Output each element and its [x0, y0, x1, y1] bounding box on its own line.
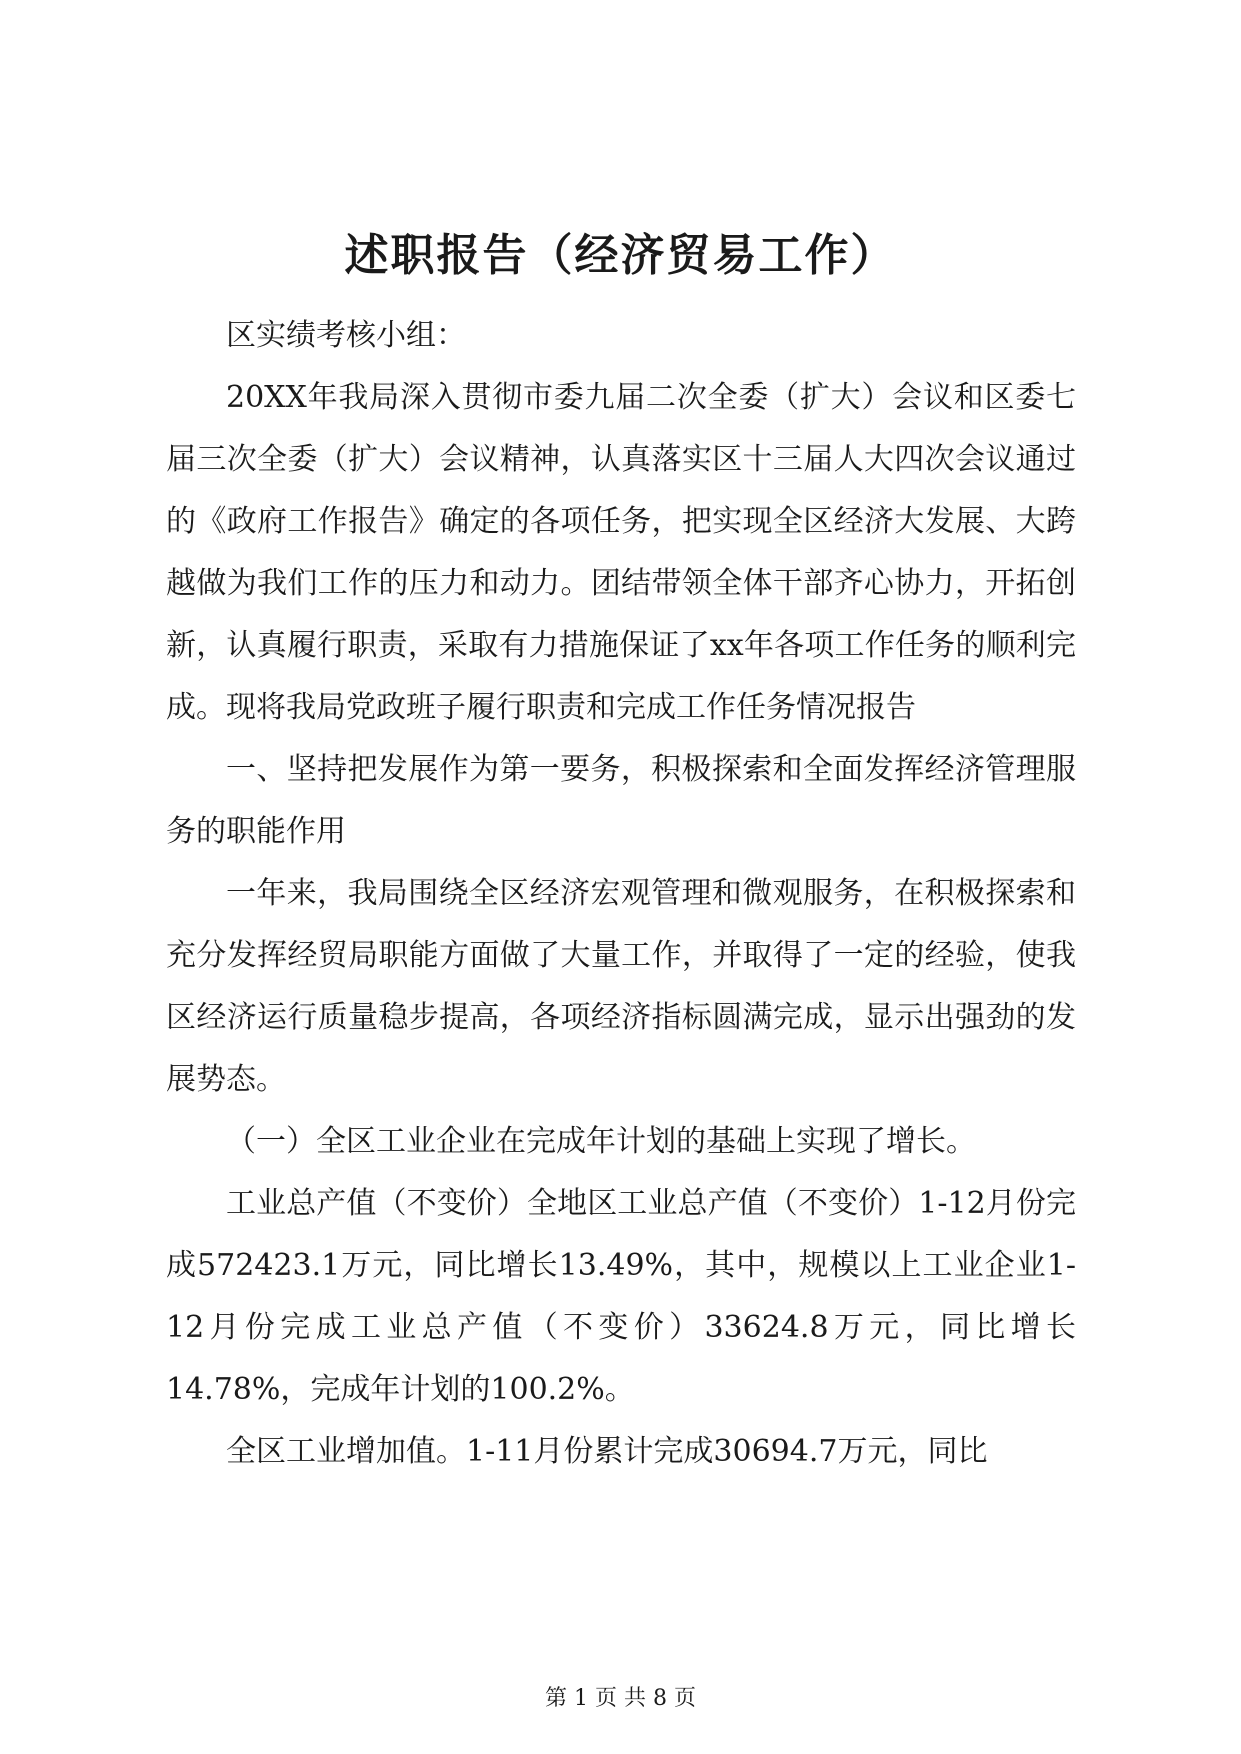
paragraph-intro: 20XX年我局深入贯彻市委九届二次全委（扩大）会议和区委七届三次全委（扩大）会议精神，认真落实区十三届人大四次会议通过的《政府工作报告》确定的各项任务，把实现全区经济大发展、大跨越做为我们工作的压力和动力。团结带领全体干部齐心协力，开拓创新，认真履行职责，采取有力措施保证了xx年各项工作任务的顺利完成。现将我局党政班子履行职责和完成工作任务情况报告	[166, 380, 1076, 725]
paragraph-added-value: 全区工业增加值。1-11月份累计完成30694.7万元，同比	[226, 1434, 988, 1469]
paragraph-overview: 一年来，我局围绕全区经济宏观管理和微观服务，在积极探索和充分发挥经贸局职能方面做了大量工作，并取得了一定的经验，使我区经济运行质量稳步提高，各项经济指标圆满完成，显示出强劲的发展势态。	[166, 876, 1076, 1097]
section-heading-1: 一、坚持把发展作为第一要务，积极探索和全面发挥经济管理服务的职能作用	[166, 752, 1076, 849]
page-number-footer: 第 1 页 共 8 页	[545, 1686, 696, 1711]
paragraph-output-value: 工业总产值（不变价）全地区工业总产值（不变价）1-12月份完成572423.1万元，同比增长13.49%，其中，规模以上工业企业1-12月份完成工业总产值（不变价）33624.8万元，同比增长14.78%，完成年计划的100.2%。	[166, 1186, 1076, 1407]
document-title: 述职报告（经济贸易工作）	[344, 230, 897, 281]
document-body	[166, 305, 1076, 1483]
paragraph-salutation: 区实绩考核小组：	[226, 318, 466, 353]
subsection-heading-1: （一）全区工业企业在完成年计划的基础上实现了增长。	[226, 1124, 976, 1159]
